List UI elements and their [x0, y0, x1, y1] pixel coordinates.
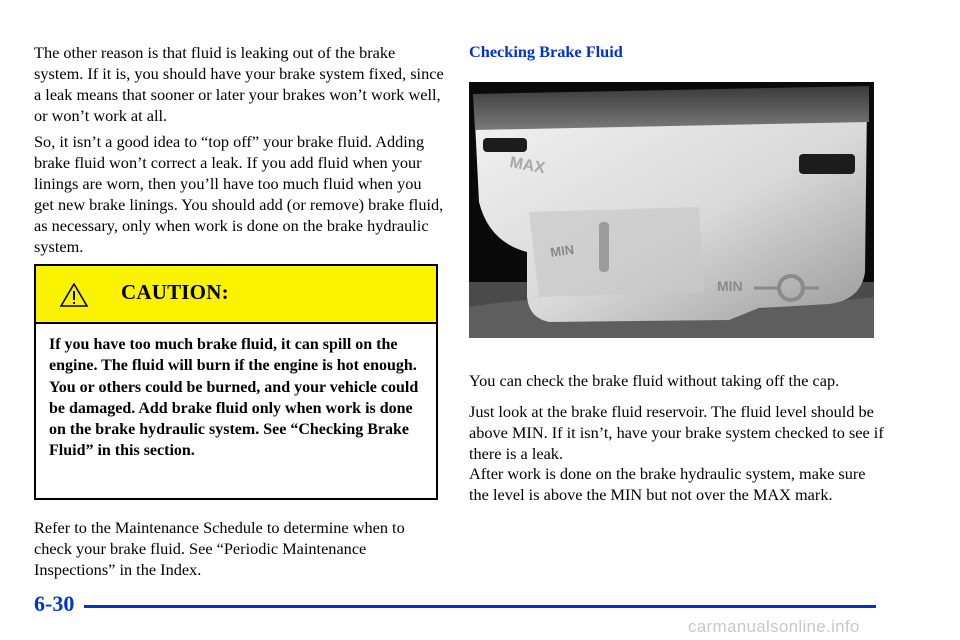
- watermark: carmanualsonline.info: [688, 617, 860, 636]
- brake-fluid-reservoir-photo: [469, 82, 874, 338]
- paragraph-brake-leak: The other reason is that fluid is leaking out of the brake system. If it is, you should have your brake system fixed, since a leak means that sooner or later your brakes won’t work well, or won’t work at all.: [34, 43, 444, 125]
- paragraph-after-work: After work is done on the brake hydraulic system, make sure the level is above the MIN but not over the MAX mark.: [469, 464, 866, 504]
- paragraph-top-off: So, it isn’t a good idea to “top off” your brake fluid. Adding brake fluid won’t correct a leak. If you add fluid when your linings are worn, then you’ll have too much fluid when you get new brake linings. You should add (or remove) brake fluid, as necessary, only when work is done on the brake hydraulic system.: [34, 132, 444, 256]
- warning-triangle-icon: [60, 283, 88, 307]
- section-heading: Checking Brake Fluid: [469, 42, 623, 61]
- caution-title: CAUTION:: [121, 280, 229, 304]
- paragraph-check-without-cap: You can check the brake fluid without taking off the cap.: [469, 371, 840, 390]
- page-number: 6-30: [34, 591, 75, 616]
- max-label: MAX: [508, 154, 547, 178]
- footer-rule: [84, 605, 876, 608]
- caution-box: [34, 264, 438, 500]
- min-label-left: MIN: [549, 241, 576, 260]
- caution-text: If you have too much brake fluid, it can spill on the engine. The fluid will burn if the engine is hot enough. You or others could be burned, and your vehicle could be damaged. Add brake fluid only when work is done on the brake hydraulic system. See “Checking Brake Fluid” in this section.: [49, 336, 419, 460]
- paragraph-look-at-reservoir: Just look at the brake fluid reservoir. The fluid level should be above MIN. If it isn’t, have your brake system checked to see if there is a leak.: [469, 402, 884, 463]
- min-label-right: MIN: [717, 278, 743, 294]
- paragraph-maintenance-schedule: Refer to the Maintenance Schedule to determine when to check your brake fluid. See “Periodic Maintenance Inspections” in the Index.: [34, 518, 405, 579]
- caution-header: [36, 266, 436, 324]
